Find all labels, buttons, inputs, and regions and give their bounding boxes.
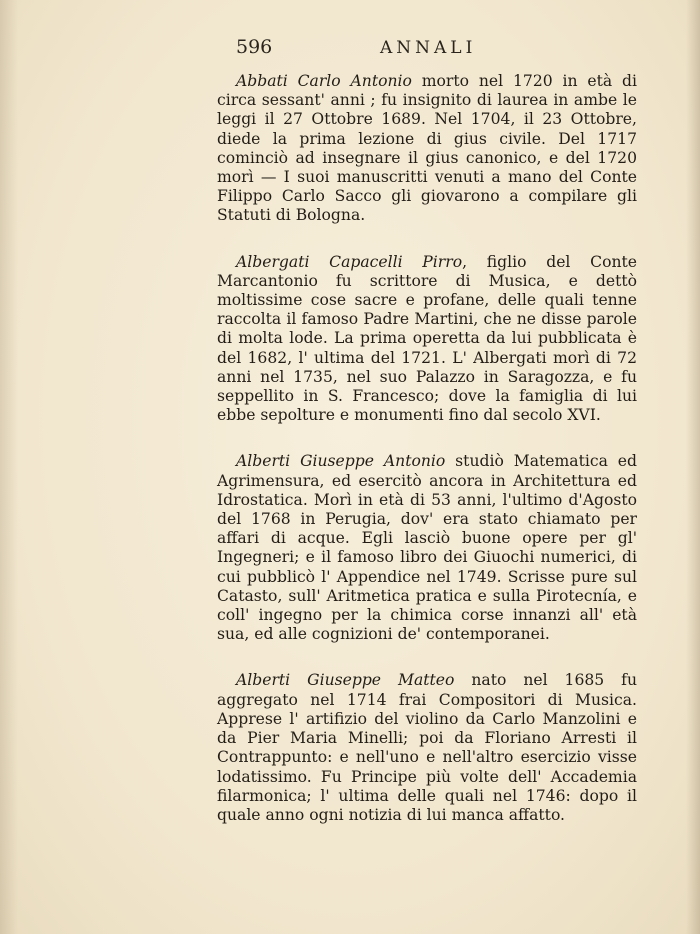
page-edge-shadow-right (686, 0, 700, 934)
entry-name: Abbati Carlo Antonio (236, 72, 412, 90)
entry-alberti-giuseppe-matteo (217, 671, 637, 825)
page-edge-shadow-left (0, 0, 18, 934)
entry-text: studiò Matematica ed Agrimensura, ed esercitò ancora in Architettura ed Idrostatica. Morì in età di 53 anni, l'ultimo d'Agosto del 1768 in Perugia, dov' era stato chiamato per affari di acque. Egli lasciò buone opere per gl' Ingegneri; e il famoso libro dei Giuochi numerici, di cui pubblicò l' Appendice nel 1749. Scrisse pure sul Catasto, sull' Aritmetica pratica e sulla Pirotecnía, e coll' ingegno per la chimica corse innanzi all' età sua, ed alle cognizioni de' contemporanei. (217, 452, 637, 644)
entry-text: , figlio del Conte Marcantonio fu scrittore di Musica, e dettò moltissime cose sacre e profane, delle quali tenne raccolta il famoso Padre Martini, che ne disse parole di molta lode. La prima operetta da lui pubblicata è del 1682, l' ultima del 1721. L' Albergati morì di 72 anni nel 1735, nel suo Palazzo in Saragozza, e fu seppellito in S. Francesco; dove la famiglia di lui ebbe sepolture e monumenti fino dal secolo XVI. (217, 252, 637, 425)
entry-name: Alberti Giuseppe Matteo (236, 671, 455, 690)
page-header (236, 36, 496, 62)
page-body (217, 72, 637, 852)
entry-albergati (217, 253, 637, 426)
entry-name: Alberti Giuseppe Antonio (236, 452, 446, 471)
page-number: 596 (236, 36, 273, 58)
entry-text: nato nel 1685 fu aggregato nel 1714 frai Compositori di Musica. Apprese l' artifizio del violino da Carlo Manzolini e da Pier Maria Minelli; poi da Floriano Arresti il Contrappunto: e nell'uno e nell'altro esercizio visse lodatissimo. Fu Principe più volte dell' Accademia filarmonica; l' ultima delle quali nel 1746: dopo il quale anno ogni notizia di lui manca affatto. (217, 671, 637, 824)
running-title: ANNALI (380, 38, 477, 58)
entry-alberti-giuseppe-antonio (217, 452, 637, 644)
entry-text: morto nel 1720 in età di circa sessant' anni ; fu insignito di laurea in ambe le leggi il 27 Ottobre 1689. Nel 1704, il 23 Ottobre, diede la prima lezione di gius civile. Del 1717 cominciò ad insegnare il gius canonico, e del 1720 morì — I suoi manuscritti venuti a mano del Conte Filippo Carlo Sacco gli giovarono a compilare gli Statuti di Bologna. (217, 72, 637, 225)
entry-abbati (217, 72, 637, 226)
entry-name: Albergati Capacelli Pirro (236, 252, 463, 271)
